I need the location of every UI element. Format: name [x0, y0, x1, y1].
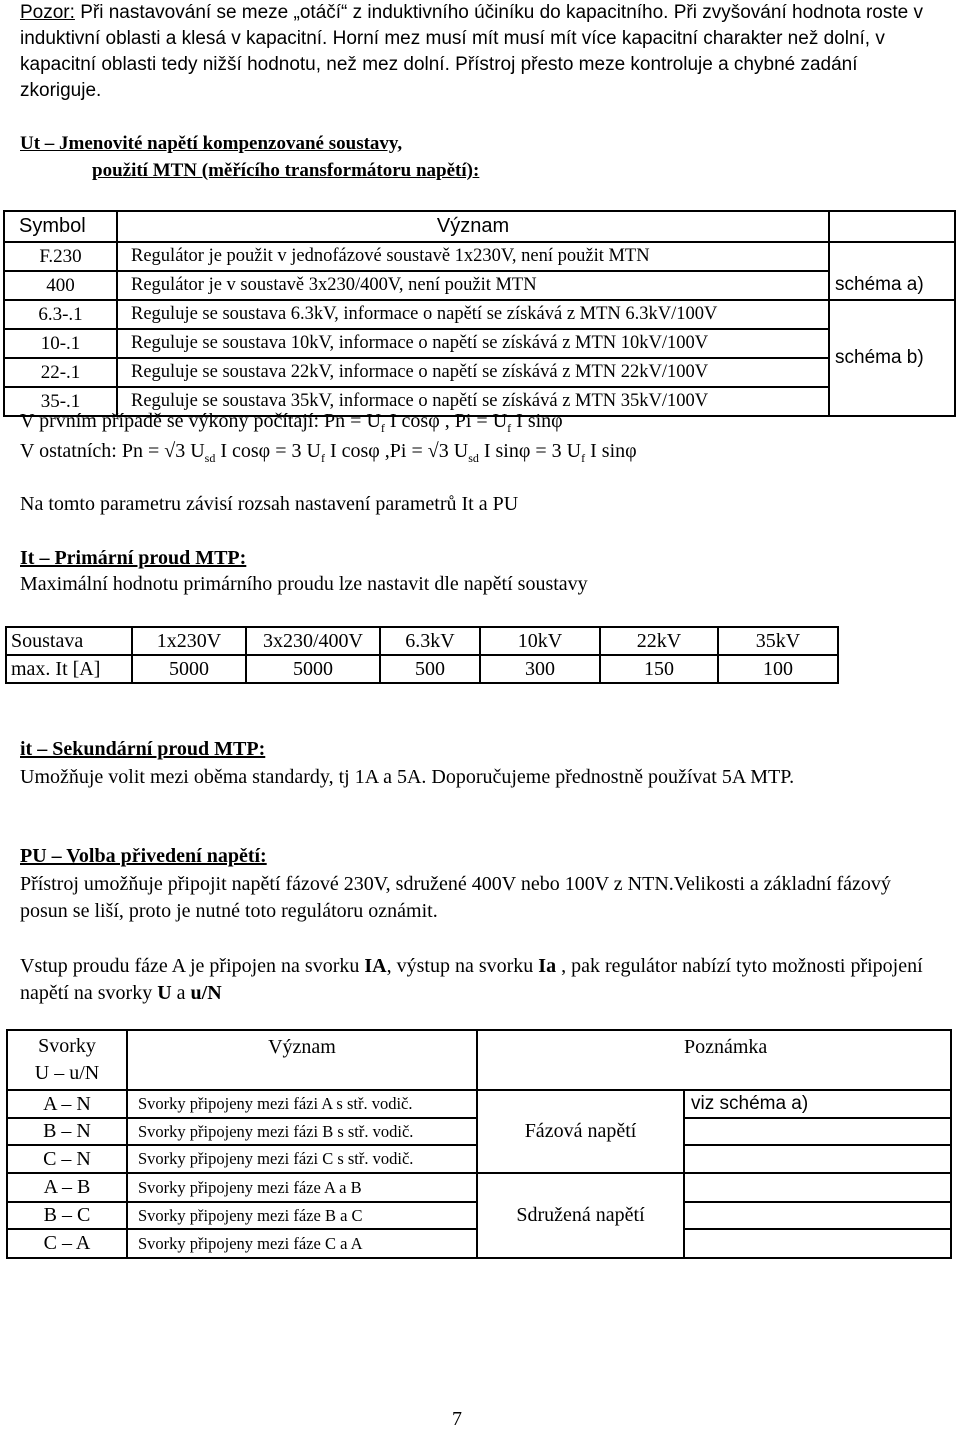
terminal-ia-out: Ia — [538, 955, 557, 977]
group-line-voltage: Sdružená napětí — [477, 1173, 684, 1258]
meaning-cell: Svorky připojeny mezi fáze A a B — [127, 1173, 477, 1202]
current-cell: 100 — [718, 655, 838, 683]
formula-subscript: sd — [204, 451, 216, 465]
schema-b-note: schéma b) — [829, 300, 955, 416]
text-span: a — [171, 982, 191, 1004]
table-row — [6, 655, 838, 683]
formula-text: I cosφ , Pi = U — [384, 410, 508, 432]
table-row — [4, 300, 955, 329]
header-terminals-line1: Svorky — [38, 1035, 96, 1057]
header-meaning: Význam — [117, 211, 829, 242]
page-number: 7 — [452, 1408, 462, 1430]
system-cell: 6.3kV — [380, 627, 480, 655]
note-cell — [684, 1229, 951, 1258]
pu-input-text — [20, 953, 930, 1007]
text-span: , pak regulátor nabízí tyto možnosti připojení napětí na svorky — [20, 955, 923, 1004]
text-span: Vstup proudu fáze A je připojen na svorku — [20, 955, 365, 977]
meaning-cell: Svorky připojeny mezi fázi C s stř. vodič. — [127, 1145, 477, 1173]
terminals-cell: A – B — [7, 1173, 127, 1202]
it-heading: It – Primární proud MTP: — [20, 547, 247, 569]
schema-a-note: schéma a) — [829, 271, 955, 300]
table-row — [4, 358, 955, 387]
formula-subscript: f — [581, 451, 586, 465]
meaning-cell: Reguluje se soustava 35kV, informace o napětí se získává z MTN 35kV/100V — [117, 387, 829, 416]
terminals-cell: B – C — [7, 1202, 127, 1229]
intro-paragraph — [20, 0, 940, 104]
meaning-cell: Regulátor je použit v jednofázové soustavě 1x230V, není použit MTN — [117, 242, 829, 271]
header-terminals — [7, 1030, 127, 1090]
it-table — [5, 626, 839, 684]
terminals-cell: C – A — [7, 1229, 127, 1258]
symbol-cell: 400 — [4, 271, 117, 300]
formula-text: V ostatních: Pn = √3 U — [20, 440, 205, 462]
intro-text: Při nastavování se meze „otáčí“ z induktivního účiníku do kapacitního. Při zvyšování hodnota roste v induktivní oblasti a klesá v kapacitní. Horní mez musí mít musí mít více kapacitní charakter než dolní, v kapacitní oblasti tedy nižší hodnotu, než mez dolní. Přístroj přesto meze kontroluje a chybné zadání zkoriguje. — [20, 2, 923, 101]
current-cell: 300 — [480, 655, 600, 683]
meaning-cell: Svorky připojeny mezi fázi A s stř. vodič. — [127, 1090, 477, 1118]
symbol-cell: 22-.1 — [4, 358, 117, 387]
formula-subscript: f — [507, 421, 512, 435]
terminals-cell: C – N — [7, 1145, 127, 1173]
meaning-cell: Regulátor je v soustavě 3x230/400V, není použit MTN — [117, 271, 829, 300]
ut-table — [3, 210, 956, 417]
current-cell: 150 — [600, 655, 718, 683]
text-span: , výstup na svorku — [386, 955, 539, 977]
terminal-un: u/N — [190, 982, 222, 1004]
system-cell: 1x230V — [132, 627, 246, 655]
symbol-cell: 35-.1 — [4, 387, 117, 416]
group-phase-voltage: Fázová napětí — [477, 1090, 684, 1173]
meaning-cell: Reguluje se soustava 6.3kV, informace o napětí se získává z MTN 6.3kV/100V — [117, 300, 829, 329]
system-cell: 3x230/400V — [246, 627, 380, 655]
formula-text: U — [366, 410, 381, 432]
system-cell: 10kV — [480, 627, 600, 655]
current-cell: 5000 — [132, 655, 246, 683]
table-row — [4, 242, 955, 271]
it-text: Maximální hodnotu primárního proudu lze nastavit dle napětí soustavy — [20, 573, 588, 595]
ut-heading-line2: použití MTN (měřícího transformátoru napětí): — [92, 160, 480, 181]
row-label-system: Soustava — [6, 627, 132, 655]
meaning-cell: Reguluje se soustava 22kV, informace o napětí se získává z MTN 22kV/100V — [117, 358, 829, 387]
header-note: Poznámka — [684, 1030, 951, 1090]
meaning-cell: Svorky připojeny mezi fázi B s stř. vodič. — [127, 1118, 477, 1145]
formula-text: I sinφ — [511, 410, 563, 432]
formula-subscript: sd — [468, 451, 479, 465]
table-row — [6, 627, 838, 655]
note-cell — [829, 242, 955, 271]
row-label-max-current: max. It [A] — [6, 655, 132, 683]
header-note-left — [477, 1030, 684, 1090]
symbol-cell: 10-.1 — [4, 329, 117, 358]
formula-subscript: f — [320, 451, 325, 465]
meaning-cell: Reguluje se soustava 10kV, informace o napětí se získává z MTN 10kV/100V — [117, 329, 829, 358]
formula-other-cases — [20, 440, 637, 466]
note-cell — [684, 1173, 951, 1202]
header-meaning: Význam — [127, 1030, 477, 1090]
it2-heading: it – Sekundární proud MTP: — [20, 738, 266, 760]
table-header-row — [7, 1030, 951, 1090]
it2-text: Umožňuje volit mezi oběma standardy, tj 1A a 5A. Doporučujeme přednostně používat 5A MTP. — [20, 766, 795, 788]
terminals-cell: B – N — [7, 1118, 127, 1145]
meaning-cell: Svorky připojeny mezi fáze C a A — [127, 1229, 477, 1258]
warning-label: Pozor: — [20, 2, 75, 23]
table-row — [4, 271, 955, 300]
pu-heading: PU – Volba přivedení napětí: — [20, 845, 267, 867]
terminal-u: U — [157, 982, 172, 1004]
header-note — [829, 211, 955, 242]
meaning-cell: Svorky připojeny mezi fáze B a C — [127, 1202, 477, 1229]
current-cell: 5000 — [246, 655, 380, 683]
formula-first-case — [20, 410, 563, 436]
table-row — [7, 1090, 951, 1118]
note-cell — [684, 1118, 951, 1145]
pu-text: Přístroj umožňuje připojit napětí fázové 230V, sdružené 400V nebo 100V z NTN.Velikosti a základní fázový posun se liší, proto je nutné toto regulátoru oznámit. — [20, 873, 891, 922]
table-row — [7, 1173, 951, 1202]
symbol-cell: F.230 — [4, 242, 117, 271]
system-cell: 22kV — [600, 627, 718, 655]
table-header-row — [4, 211, 955, 242]
note-cell — [684, 1145, 951, 1173]
formula-text: I cosφ ,Pi = √3 U — [324, 440, 469, 462]
formula-subscript: f — [380, 421, 385, 435]
header-symbol: Symbol — [4, 211, 117, 242]
dependency-note: Na tomto parametru závisí rozsah nastavení parametrů It a PU — [20, 493, 519, 515]
header-terminals-line2: U – u/N — [34, 1062, 100, 1084]
note-cell — [684, 1202, 951, 1229]
system-cell: 35kV — [718, 627, 838, 655]
formula-text: I cosφ = 3 U — [215, 440, 321, 462]
see-schema-note: viz schéma a) — [684, 1090, 951, 1118]
symbol-cell: 6.3-.1 — [4, 300, 117, 329]
ut-heading-line1: Ut – Jmenovité napětí kompenzované soustavy, — [20, 133, 403, 154]
terminals-cell: A – N — [7, 1090, 127, 1118]
pu-table — [6, 1029, 952, 1259]
formula-text: V prvním případě se výkony počítají: Pn = — [20, 410, 367, 432]
formula-text: I sinφ = 3 U — [478, 440, 582, 462]
formula-text: I sinφ — [585, 440, 637, 462]
current-cell: 500 — [380, 655, 480, 683]
table-row — [4, 329, 955, 358]
terminal-ia: IA — [364, 955, 387, 977]
